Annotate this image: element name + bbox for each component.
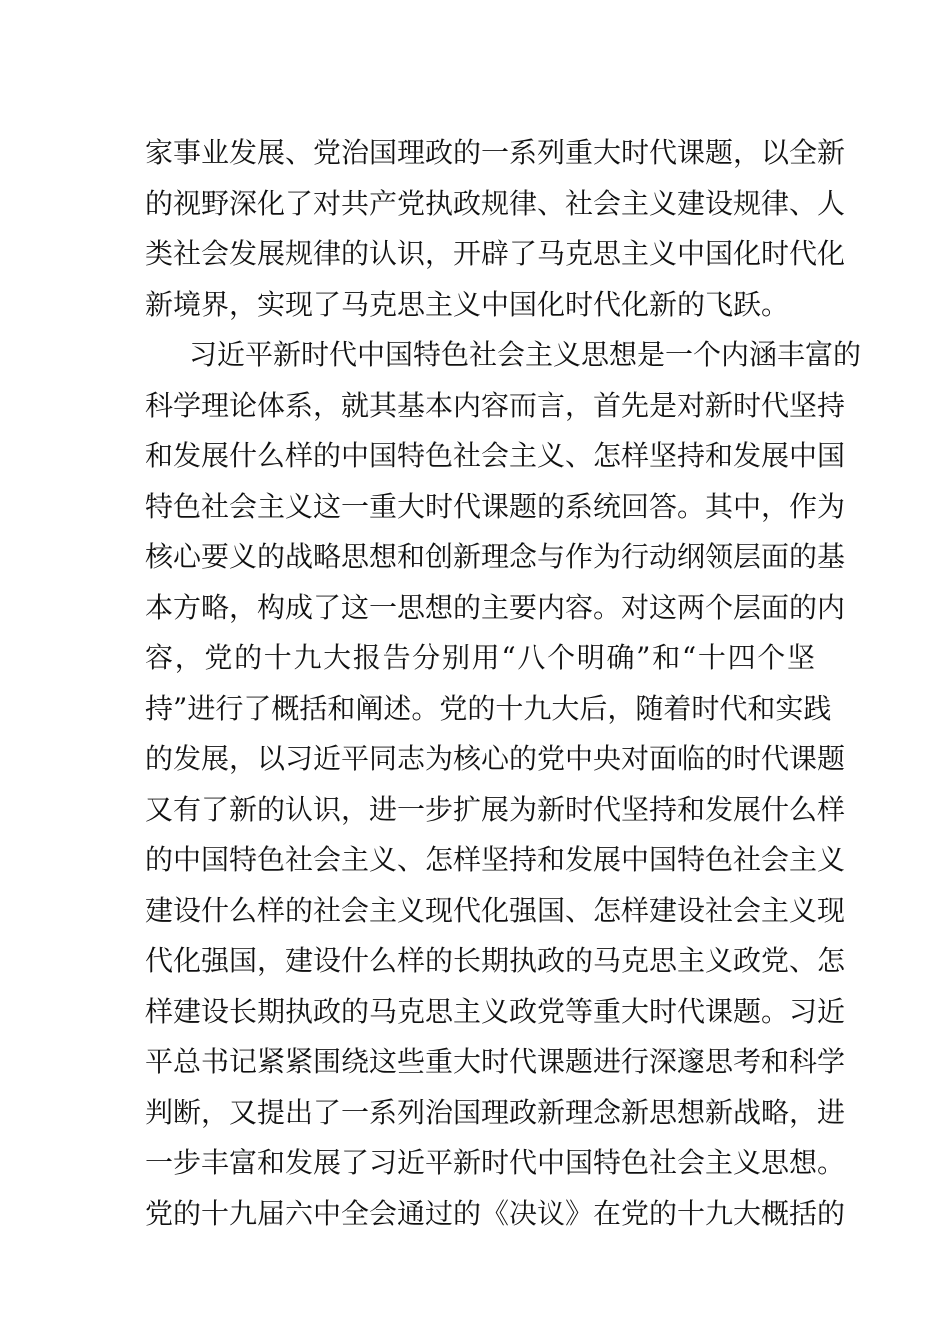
text-line-1: 家事业发展、党治国理政的一系列重大时代课题，以全新 (145, 136, 846, 169)
text-line-11: 容，党的十九大报告分别用“八个明确”和“十四个坚 (145, 641, 815, 674)
text-line-4: 新境界，实现了马克思主义中国化时代化新的飞跃。 (145, 287, 790, 321)
text-line-18: 样建设长期执政的马克思主义政党等重大时代课题。习近 (145, 994, 846, 1028)
text-line-21: 一步丰富和发展了习近平新时代中国特色社会主义思想。 (145, 1146, 846, 1179)
body-text (145, 128, 862, 1239)
text-line-19: 平总书记紧紧围绕这些重大时代课题进行深邃思考和科学 (145, 1045, 846, 1078)
text-line-9: 核心要义的战略思想和创新理念与作为行动纲领层面的基 (145, 540, 846, 573)
text-line-2: 的视野深化了对共产党执政规律、社会主义建设规律、人 (145, 186, 846, 220)
text-line-20: 判断，又提出了一系列治国理政新理念新思想新战略，进 (145, 1095, 846, 1129)
text-line-6: 科学理论体系，就其基本内容而言，首先是对新时代坚持 (145, 388, 846, 422)
text-line-3: 类社会发展规律的认识，开辟了马克思主义中国化时代化 (145, 237, 846, 270)
text-line-14: 又有了新的认识，进一步扩展为新时代坚持和发展什么样 (145, 792, 846, 826)
text-line-8: 特色社会主义这一重大时代课题的系统回答。其中，作为 (145, 489, 846, 523)
text-line-22: 党的十九届六中全会通过的《决议》在党的十九大概括的 (145, 1196, 846, 1230)
text-line-17: 代化强国，建设什么样的长期执政的马克思主义政党、怎 (145, 944, 846, 977)
text-line-5: 习近平新时代中国特色社会主义思想是一个内涵丰富的 (189, 338, 862, 371)
text-line-16: 建设什么样的社会主义现代化强国、怎样建设社会主义现 (145, 893, 846, 927)
text-line-13: 的发展，以习近平同志为核心的党中央对面临的时代课题 (145, 742, 846, 775)
text-line-10: 本方略，构成了这一思想的主要内容。对这两个层面的内 (145, 590, 846, 624)
text-line-12: 持”进行了概括和阐述。党的十九大后，随着时代和实践 (145, 691, 832, 725)
text-line-15: 的中国特色社会主义、怎样坚持和发展中国特色社会主义 (145, 843, 846, 876)
text-line-7: 和发展什么样的中国特色社会主义、怎样坚持和发展中国 (145, 439, 846, 472)
